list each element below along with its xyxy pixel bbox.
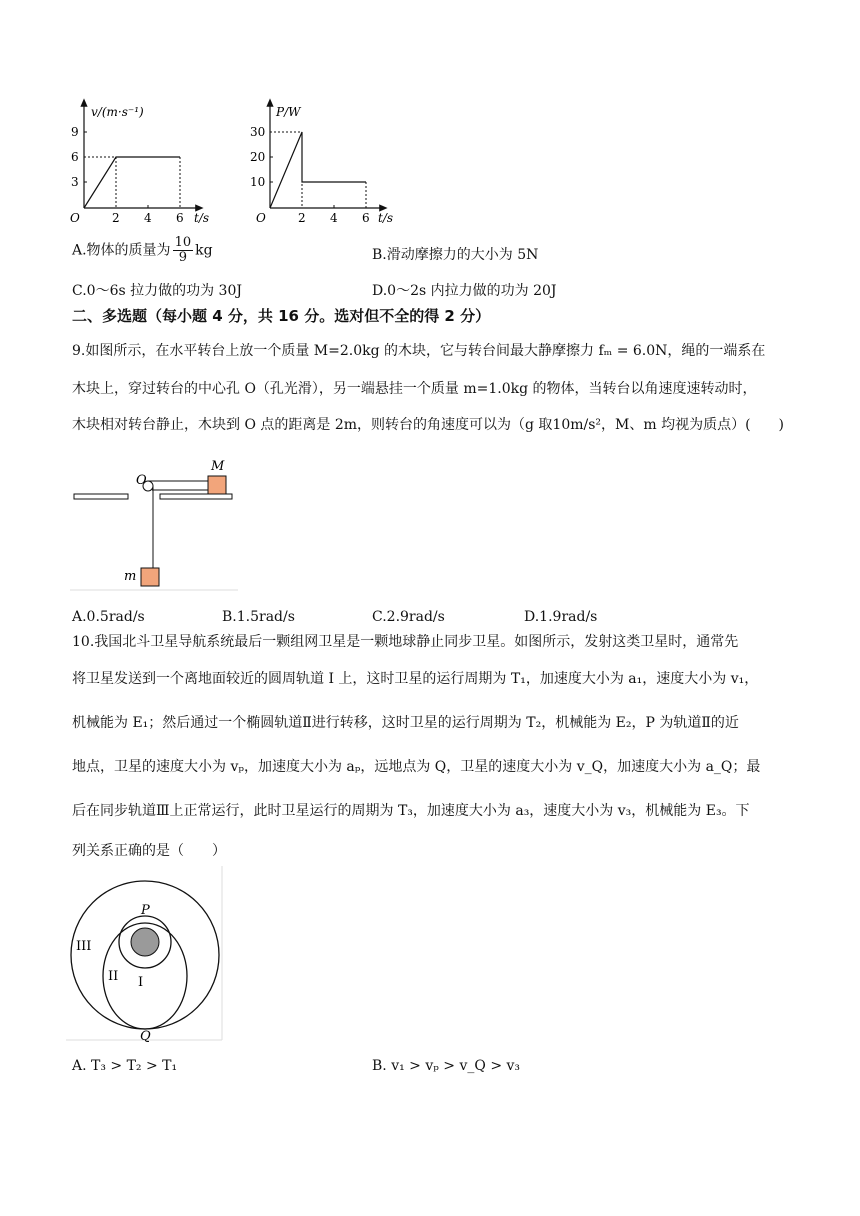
q10-option-b: B. v₁ > vₚ > v_Q > v₃ — [372, 1058, 521, 1074]
q10-stem-line: 机械能为 E₁；然后通过一个椭圆轨道Ⅱ进行转移，这时卫星的运行周期为 T₂，机械能为 E₂，P 为轨道Ⅱ的近 — [72, 715, 739, 731]
label-Q: Q — [140, 1029, 151, 1042]
y-tick-label: 30 — [250, 125, 266, 139]
orbit-figure — [66, 866, 226, 1042]
q10-stem-line: 后在同步轨道Ⅲ上正常运行，此时卫星运行的周期为 T₃，加速度大小为 a₃，速度大小为 v₃，机械能为 E₃。下 — [72, 803, 750, 819]
label-III: III — [76, 939, 92, 954]
q10-stem-line: 地点，卫星的速度大小为 vₚ，加速度大小为 aₚ，远地点为 Q，卫星的速度大小为 v_Q，加速度大小为 a_Q；最 — [72, 759, 761, 775]
x-tick-label: 6 — [362, 211, 370, 225]
block-M — [208, 476, 226, 494]
x-axis-label: t/s — [378, 211, 394, 225]
q8-option-b: B.滑动摩擦力的大小为 5N — [372, 247, 539, 263]
section-heading: 二、多选题（每小题 4 分，共 16 分。选对但不全的得 2 分） — [72, 307, 491, 325]
velocity-curve — [84, 157, 180, 208]
q9-stem-line: 木块相对转台静止，木块到 O 点的距离是 2m，则转台的角速度可以为（g 取10m/s²，M、m 均视为质点）( ) — [72, 417, 785, 433]
power-curve — [270, 132, 366, 208]
x-tick-label: 4 — [330, 211, 338, 225]
label-I: I — [138, 975, 144, 990]
y-tick-label: 3 — [71, 175, 79, 189]
mass-fraction: $\frac{10}{9}$ — [174, 235, 192, 265]
q10-option-a: A. T₃ > T₂ > T₁ — [72, 1058, 178, 1074]
label-O: O — [136, 473, 147, 488]
x-tick-label: 4 — [144, 211, 152, 225]
x-tick-label: 2 — [112, 211, 120, 225]
label-P: P — [141, 903, 150, 918]
x-tick-label: 6 — [176, 211, 184, 225]
label-m: m — [124, 569, 137, 584]
q9-option-c: C.2.9rad/s — [372, 609, 445, 625]
q9-stem-line: 木块上，穿过转台的中心孔 O（孔光滑），另一端悬挂一个质量 m=1.0kg 的物体，当转台以角速度速转动时， — [72, 381, 757, 397]
y-axis-label: v/(m·s⁻¹) — [91, 105, 144, 119]
origin-label: O — [70, 211, 80, 225]
block-m — [141, 568, 159, 586]
x-axis-label: t/s — [194, 211, 210, 225]
q8-option-a: A.物体的质量为 $\frac{10}{9}$ kg — [72, 235, 213, 265]
y-tick-label: 20 — [250, 150, 266, 164]
label-II: II — [108, 969, 119, 984]
q10-stem-line: 10.我国北斗卫星导航系统最后一颗组网卫星是一颗地球静止同步卫星。如图所示，发射这类卫星时，通常先 — [72, 634, 739, 650]
q10-stem-line: 列关系正确的是（ ） — [72, 843, 226, 859]
turntable-left — [74, 494, 128, 499]
y-axis-label: P/W — [276, 105, 301, 119]
power-time-graph — [244, 96, 404, 230]
y-tick-label: 9 — [71, 125, 79, 139]
q8-option-c: C.0～6s 拉力做的功为 30J — [72, 283, 242, 299]
q9-option-a: A.0.5rad/s — [72, 609, 145, 625]
velocity-time-graph — [66, 96, 226, 230]
q9-stem-line: 9.如图所示，在水平转台上放一个质量 M=2.0kg 的木块，它与转台间最大静摩擦力 fₘ = 6.0N，绳的一端系在 — [72, 343, 766, 359]
q10-stem-line: 将卫星发送到一个离地面较近的圆周轨道 I 上，这时卫星的运行周期为 T₁，加速度大小为 a₁，速度大小为 v₁， — [72, 671, 759, 687]
y-tick-label: 10 — [250, 175, 266, 189]
turntable-right — [160, 494, 232, 499]
label-M: M — [211, 459, 225, 474]
x-tick-label: 2 — [298, 211, 306, 225]
q9-option-d: D.1.9rad/s — [524, 609, 598, 625]
q9-option-b: B.1.5rad/s — [222, 609, 295, 625]
y-tick-label: 6 — [71, 150, 79, 164]
q8-option-d: D.0～2s 内拉力做的功为 20J — [372, 283, 557, 299]
origin-label: O — [256, 211, 266, 225]
turntable-figure — [66, 452, 242, 596]
earth — [131, 928, 159, 956]
